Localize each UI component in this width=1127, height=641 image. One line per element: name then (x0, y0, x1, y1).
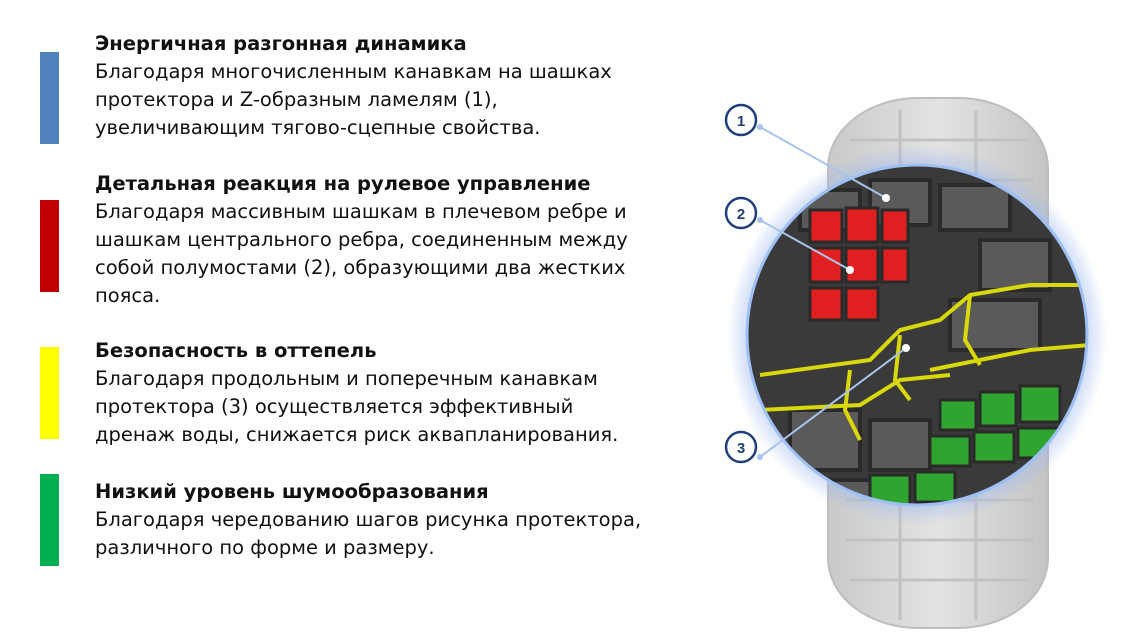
feature-title: Детальная реакция на рулевое управление (95, 172, 591, 195)
tire-illustration (700, 80, 1120, 635)
feature-title: Энергичная разгонная динамика (95, 32, 467, 55)
callout-number: 3 (736, 440, 746, 457)
feature-color-bar-yellow (40, 347, 59, 439)
feature-description: Благодаря массивным шашкам в плечевом ребре и шашкам центрального ребра, соединенным между собой полумостами (2), образующими два жестких пояса. (95, 200, 628, 307)
feature-title: Низкий уровень шумообразования (95, 480, 489, 503)
callout-2 (726, 198, 756, 228)
feature-color-bar-green (40, 474, 59, 566)
feature-description: Благодаря чередованию шагов рисунка протектора, различного по форме и размеру. (95, 508, 642, 559)
feature-color-bar-red (40, 200, 59, 292)
feature-description: Благодаря многочисленным канавкам на шашках протектора и Z-образным ламелям (1), увеличивающим тягово-сцепные свойства. (95, 60, 612, 139)
feature-description: Благодаря продольным и поперечным канавкам протектора (3) осуществляется эффективный дренаж воды, снижается риск аквапланирования. (95, 367, 619, 446)
feature-title: Безопасность в оттепель (95, 339, 377, 362)
callout-number: 2 (736, 206, 746, 223)
callout-3 (726, 432, 756, 462)
feature-color-bar-blue (40, 52, 59, 144)
callout-1 (726, 105, 756, 135)
callout-number: 1 (736, 113, 746, 130)
